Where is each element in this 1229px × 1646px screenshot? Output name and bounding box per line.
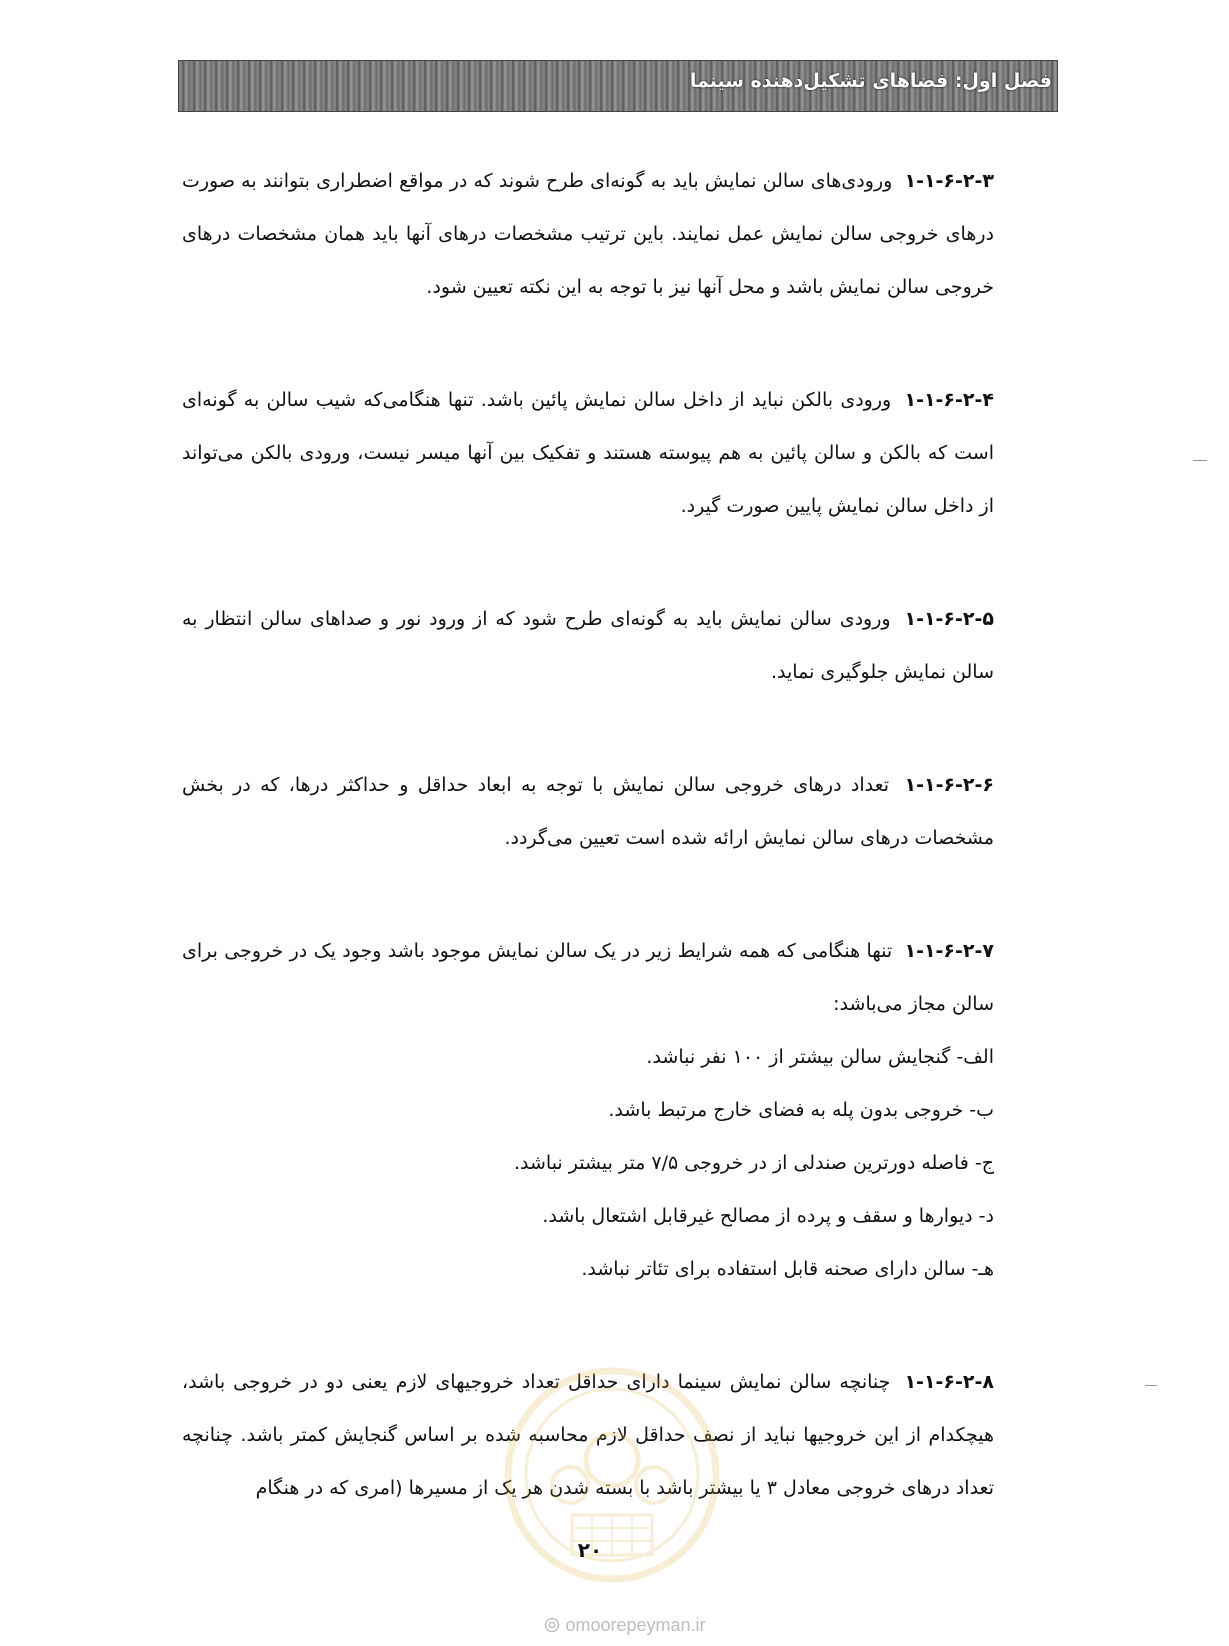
clause-number: ۱-۱-۶-۲-۵ (904, 608, 994, 630)
paragraph-1-1-6-2-7 (182, 925, 994, 1296)
paragraph-1-1-6-2-6 (182, 759, 994, 865)
clause-number: ۱-۱-۶-۲-۴ (904, 389, 994, 411)
clause-number: ۱-۱-۶-۲-۳ (904, 170, 994, 192)
document-body (182, 155, 994, 1515)
condition-item-dal: د- دیوارها و سقف و پرده از مصالح غیرقابل اشتعال باشد. (542, 1205, 994, 1227)
paragraph-1-1-6-2-3 (182, 155, 994, 314)
page-number: ۲۰ (577, 1538, 603, 1562)
footer-watermark-url (505, 1614, 745, 1636)
paragraph-text: چنانچه سالن نمایش سینما دارای حداقل تعداد خروجیهای لازم یعنی دو در خروجی باشد، هیچکدام از این خروجیها نباید از نصف حداقل لازم محاسبه شده بر اساس گنجایش کمتر باشد. چنانچه تعداد درهای خروجی معادل ۳ یا بیشتر باشد با بسته شدن هر یک از مسیرها (امری که در هنگام (182, 1371, 994, 1499)
condition-item-alef: الف- گنجایش سالن بیشتر از ۱۰۰ نفر نباشد. (646, 1046, 994, 1068)
paragraph-text: ورودی سالن نمایش باید به گونه‌ای طرح شود که از ورود نور و صداهای سالن انتظار به سالن نمایش جلوگیری نماید. (182, 608, 994, 683)
margin-mark (1145, 1385, 1157, 1386)
paragraph-text: تنها هنگامی که همه شرایط زیر در یک سالن نمایش موجود باشد وجود یک در خروجی برای سالن مجاز می‌باشد: (182, 940, 994, 1015)
at-sign-icon (544, 1617, 560, 1633)
paragraph-text: ورودی‌های سالن نمایش باید به گونه‌ای طرح شوند که در مواقع اضطراری بتوانند به صورت درهای خروجی سالن نمایش عمل نمایند. باین ترتیب مشخصات درهای آنها باید همان مشخصات درهای خروجی سالن نمایش باشد و محل آنها نیز با توجه به این نکته تعیین شود. (182, 170, 994, 298)
chapter-header-bar (178, 60, 1058, 112)
clause-number: ۱-۱-۶-۲-۶ (904, 774, 995, 796)
paragraph-1-1-6-2-8 (182, 1356, 994, 1515)
paragraph-text: ورودی بالکن نباید از داخل سالن نمایش پائین باشد. تنها هنگامی‌که شیب سالن به گونه‌ای است که بالکن و سالن پائین به هم پیوسته هستند و تفکیک بین آنها میسر نیست، ورودی بالکن می‌تواند از داخل سالن نمایش پایین صورت گیرد. (182, 389, 994, 517)
clause-number: ۱-۱-۶-۲-۸ (904, 1371, 994, 1393)
clause-number: ۱-۱-۶-۲-۷ (904, 940, 994, 962)
margin-mark (1193, 460, 1207, 461)
condition-item-be: ب- خروجی بدون پله به فضای خارج مرتبط باشد. (608, 1099, 994, 1121)
condition-item-he: هـ- سالن دارای صحنه قابل استفاده برای تئاتر نباشد. (581, 1258, 994, 1280)
paragraph-1-1-6-2-5 (182, 593, 994, 699)
paragraph-text: تعداد درهای خروجی سالن نمایش با توجه به ابعاد حداقل و حداکثر درها، که در بخش مشخصات درهای سالن نمایش ارائه شده است تعیین می‌گردد. (182, 774, 994, 849)
paragraph-1-1-6-2-4 (182, 374, 994, 533)
footer-url-text: omoorepeyman.ir (565, 1614, 706, 1635)
chapter-title: فصل اول: فضاهای تشکیل‌دهنده سینما (689, 70, 1052, 92)
condition-item-jim: ج- فاصله دورترین صندلی از در خروجی ۷/۵ متر بیشتر نباشد. (513, 1152, 994, 1174)
